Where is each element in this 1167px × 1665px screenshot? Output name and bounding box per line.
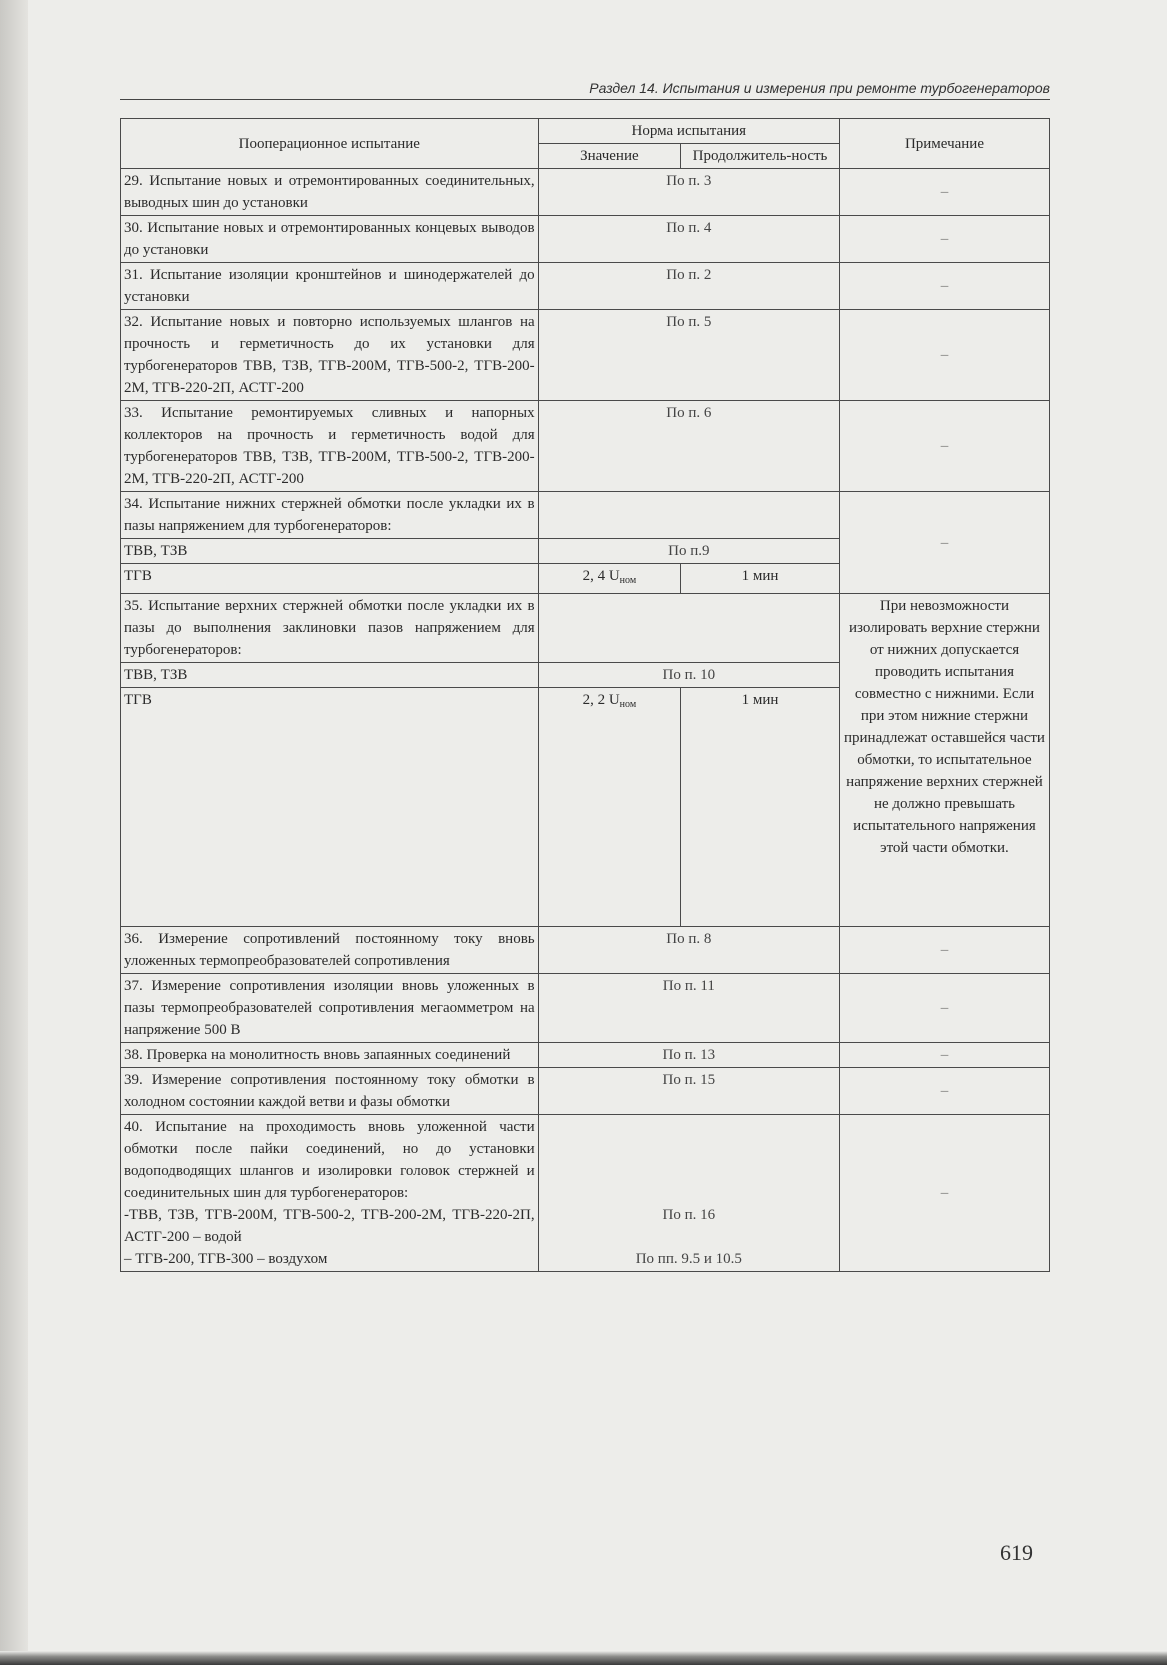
row-38-norm: По п. 13 xyxy=(538,1043,839,1068)
row-40-text xyxy=(121,1115,539,1272)
row-30-text: 30. Испытание новых и отремонтированных концевых выводов до установки xyxy=(121,216,539,263)
row-32-text: 32. Испытание новых и повторно используемых шлангов на прочность и герметичность до их установки для турбогенераторов ТВВ, ТЗВ, ТГВ-200М, ТГВ-500-2, ТГВ-200-2М, ТГВ-220-2П, АСТГ-200 xyxy=(121,310,539,401)
row-30-norm: По п. 4 xyxy=(538,216,839,263)
row-34-sub2: ТГВ xyxy=(121,564,539,594)
row-39-text: 39. Измерение сопротивления постоянному току обмотки в холодном состоянии каждой ветви и фазы обмотки xyxy=(121,1068,539,1115)
row-37-norm: По п. 11 xyxy=(538,974,839,1043)
row-35-sub1: ТВВ, ТЗВ xyxy=(121,663,539,688)
row-39-norm: По п. 15 xyxy=(538,1068,839,1115)
page-number: 619 xyxy=(1000,1540,1033,1565)
row-29-text: 29. Испытание новых и отремонтированных соединительных, выводных шин до установки xyxy=(121,169,539,216)
row-31-note: – xyxy=(839,263,1049,310)
row-31-norm: По п. 2 xyxy=(538,263,839,310)
row-40-norm xyxy=(538,1115,839,1272)
scan-bottom-edge xyxy=(0,1651,1167,1665)
table-header-row xyxy=(121,119,1050,144)
row-33-text: 33. Испытание ремонтируемых сливных и напорных коллекторов на прочность и герметичность водой для турбогенераторов ТВВ, ТЗВ, ТГВ-200М, ТГВ-500-2, ТГВ-200-2М, ТГВ-220-2П, АСТГ-200 xyxy=(121,401,539,492)
row-33-note: – xyxy=(839,401,1049,492)
row-34-text: 34. Испытание нижних стержней обмотки после укладки их в пазы напряжением для турбогенераторов: xyxy=(121,492,539,539)
table-row xyxy=(121,1043,1050,1068)
row-30-note: – xyxy=(839,216,1049,263)
running-header: Раздел 14. Испытания и измерения при ремонте турбогенераторов xyxy=(589,80,1050,96)
col-value-header: Значение xyxy=(538,144,680,169)
row-37-text: 37. Измерение сопротивления изоляции вновь уложенных в пазы термопреобразователей сопротивления мегаомметром на напряжение 500 В xyxy=(121,974,539,1043)
row-40-norm1: По п. 16 xyxy=(662,1207,716,1223)
book-spine-shadow xyxy=(0,0,30,1665)
row-40-note: – xyxy=(839,1115,1049,1272)
row-40-line1: -ТВВ, ТЗВ, ТГВ-200М, ТГВ-500-2, ТГВ-200-2М, ТГВ-220-2П, АСТГ-200 – водой xyxy=(124,1207,535,1245)
table-row xyxy=(121,310,1050,401)
row-38-text: 38. Проверка на монолитность вновь запаянных соединений xyxy=(121,1043,539,1068)
col-operation-header: Пооперационное испытание xyxy=(121,119,539,169)
table-row xyxy=(121,492,1050,539)
col-norm-header: Норма испытания xyxy=(538,119,839,144)
row-37-note: – xyxy=(839,974,1049,1043)
row-35-sub1-norm: По п. 10 xyxy=(538,663,839,688)
table-row xyxy=(121,594,1050,663)
row-35-text: 35. Испытание верхних стержней обмотки после укладки их в пазы до выполнения заклиновки пазов напряжением для турбогенераторов: xyxy=(121,594,539,663)
table-row xyxy=(121,1068,1050,1115)
row-29-norm: По п. 3 xyxy=(538,169,839,216)
row-35-note: При невозможности изолировать верхние стержни от нижних допускается проводить испытания совместно с нижними. Если при этом нижние стержни принадлежат оставшейся части обмотки, то испытательное напряжение верхних стержней не должно превышать испытательного напряжения этой части обмотки. xyxy=(839,594,1049,927)
row-36-norm: По п. 8 xyxy=(538,927,839,974)
row-34-sub2-duration: 1 мин xyxy=(681,564,840,594)
table-row xyxy=(121,263,1050,310)
row-31-text: 31. Испытание изоляции кронштейнов и шинодержателей до установки xyxy=(121,263,539,310)
test-norms-table xyxy=(120,118,1050,1272)
row-36-note: – xyxy=(839,927,1049,974)
row-35-sub2: ТГВ xyxy=(121,688,539,927)
row-40-line2: – ТГВ-200, ТГВ-300 – воздухом xyxy=(124,1251,328,1267)
row-40-main: 40. Испытание на проходимость вновь уложенной части обмотки после пайки соединений, но до установки водоподводящих шлангов и изолировки головок стержней и соединительных шин для турбогенераторов: xyxy=(124,1119,535,1201)
row-40-norm2: По пп. 9.5 и 10.5 xyxy=(635,1251,742,1267)
row-36-text: 36. Измерение сопротивлений постоянному току вновь уложенных термопреобразователей сопротивления xyxy=(121,927,539,974)
row-35-sub2-value: 2, 2 $U_{ном}$ xyxy=(538,688,680,927)
table-row xyxy=(121,974,1050,1043)
row-35-sub2-duration: 1 мин xyxy=(681,688,840,927)
row-33-norm: По п. 6 xyxy=(538,401,839,492)
row-34-norm-empty xyxy=(538,492,839,539)
row-34-sub2-value: 2, 4 $U_{ном}$ xyxy=(538,564,680,594)
header-rule xyxy=(120,99,1050,100)
row-34-sub1: ТВВ, ТЗВ xyxy=(121,539,539,564)
table-row xyxy=(121,401,1050,492)
row-35-norm-empty xyxy=(538,594,839,663)
row-29-note: – xyxy=(839,169,1049,216)
table-row xyxy=(121,927,1050,974)
row-34-note: – xyxy=(839,492,1049,594)
col-duration-header: Продолжитель-ность xyxy=(681,144,840,169)
row-39-note: – xyxy=(839,1068,1049,1115)
table-row xyxy=(121,169,1050,216)
row-32-note: – xyxy=(839,310,1049,401)
col-note-header: Примечание xyxy=(839,119,1049,169)
row-38-note: – xyxy=(839,1043,1049,1068)
table-row xyxy=(121,216,1050,263)
row-32-norm: По п. 5 xyxy=(538,310,839,401)
row-34-sub1-norm: По п.9 xyxy=(538,539,839,564)
table-row xyxy=(121,1115,1050,1272)
